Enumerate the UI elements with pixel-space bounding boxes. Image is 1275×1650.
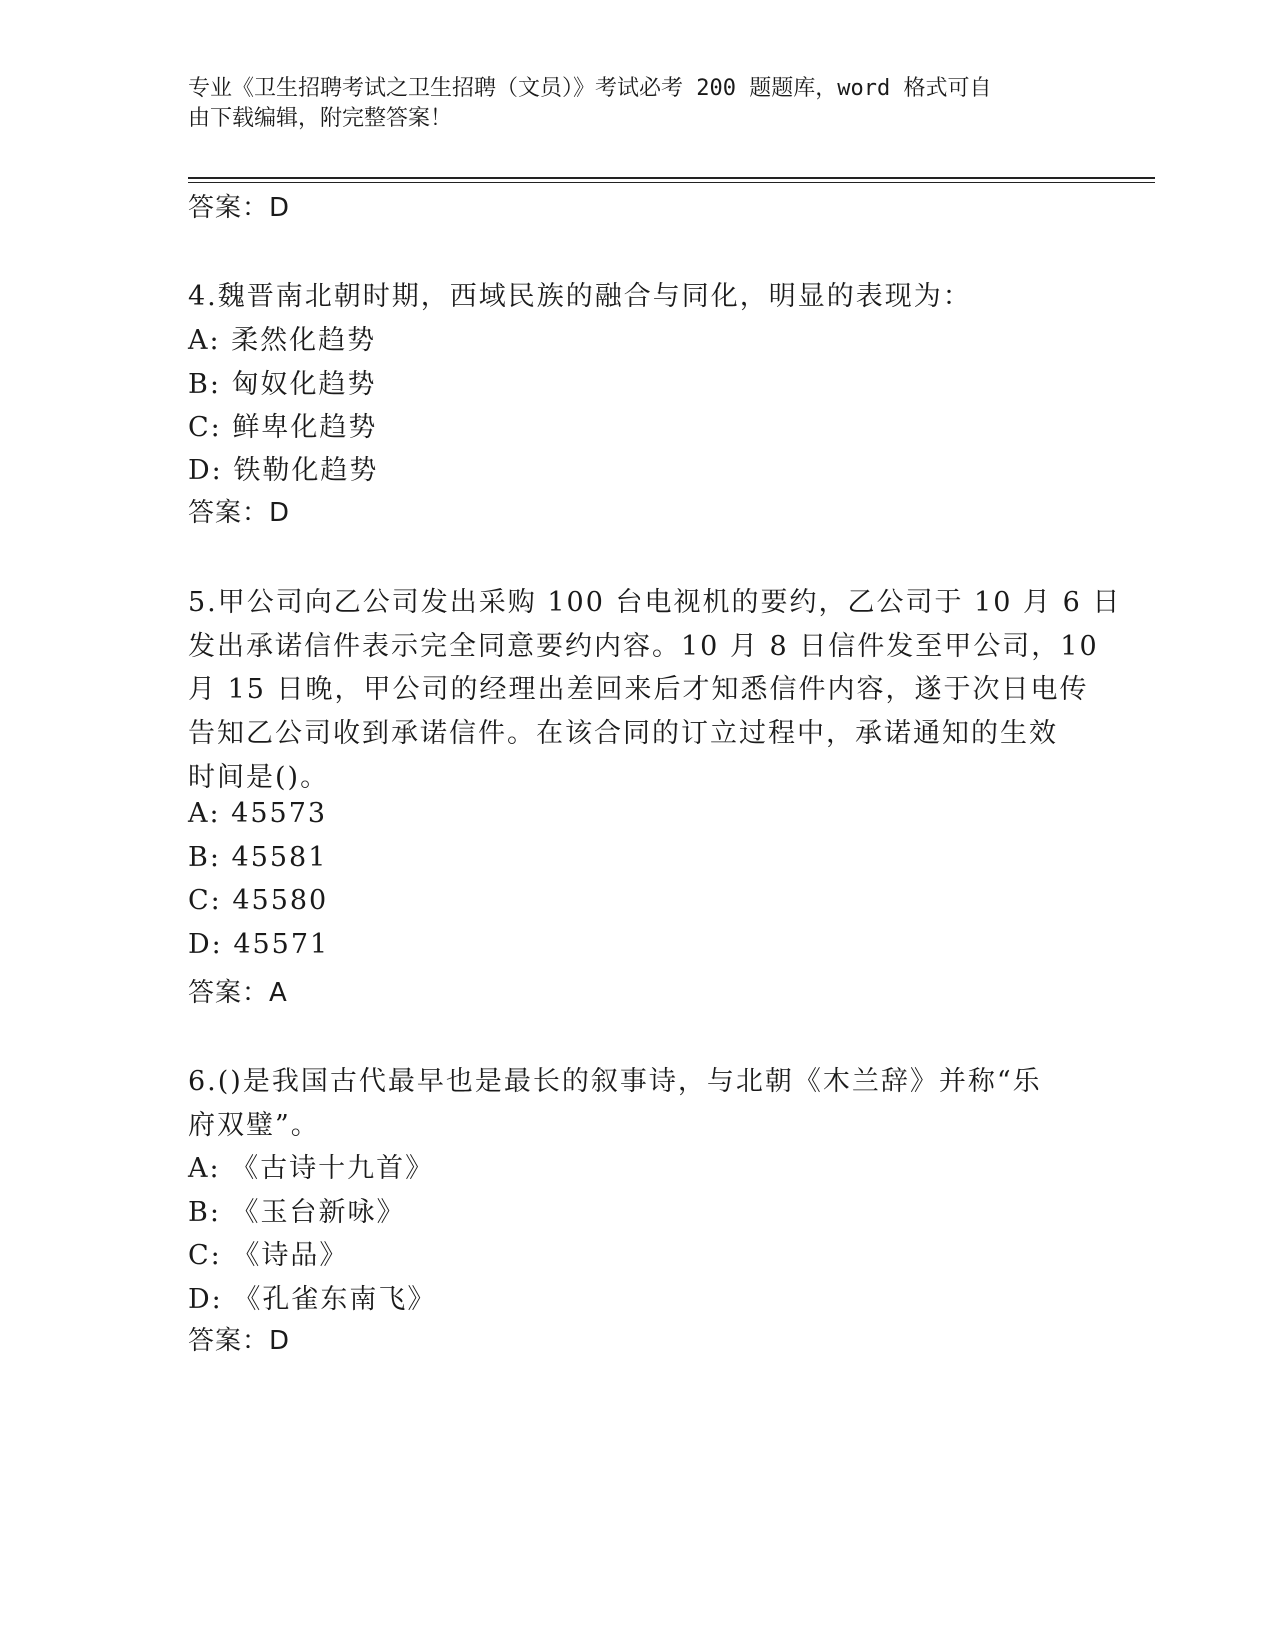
question-6-option-b: B: 《玉台新咏》 [188, 1197, 406, 1228]
question-5-stem-line-4: 告知乙公司收到承诺信件。在该合同的订立过程中，承诺通知的生效 [188, 718, 1058, 749]
question-6-option-d: D: 《孔雀东南飞》 [188, 1284, 437, 1315]
question-5-stem-line-2: 发出承诺信件表示完全同意要约内容。10 月 8 日信件发至甲公司，10 [188, 631, 1099, 662]
question-4-option-c: C: 鲜卑化趋势 [188, 412, 378, 443]
question-4-option-a: A: 柔然化趋势 [188, 325, 377, 356]
question-5-stem-line-1: 5.甲公司向乙公司发出采购 100 台电视机的要约，乙公司于 10 月 6 日 [188, 587, 1122, 618]
question-6-stem-line-1: 6.()是我国古代最早也是最长的叙事诗，与北朝《木兰辞》并称“乐 [188, 1066, 1042, 1097]
question-5-stem-line-5: 时间是()。 [188, 762, 330, 793]
question-6-option-c: C: 《诗品》 [188, 1240, 349, 1271]
header-line-2: 由下载编辑，附完整答案！ [188, 106, 453, 131]
answer-q3: 答案：D [188, 193, 291, 223]
question-4-option-d: D: 铁勒化趋势 [188, 455, 379, 486]
question-5-option-d: D: 45571 [188, 929, 330, 960]
question-5-option-b: B: 45581 [188, 842, 328, 873]
question-4-option-b: B: 匈奴化趋势 [188, 369, 377, 400]
header-rule-thick [188, 177, 1155, 179]
question-4-stem: 4.魏晋南北朝时期，西域民族的融合与同化，明显的表现为： [188, 281, 972, 312]
answer-q6: 答案：D [188, 1326, 291, 1356]
question-5-option-a: A: 45573 [188, 798, 328, 829]
answer-q4: 答案：D [188, 498, 291, 528]
question-5-option-c: C: 45580 [188, 885, 329, 916]
question-6-option-a: A: 《古诗十九首》 [188, 1153, 435, 1184]
page-header [188, 74, 1088, 134]
question-5-stem-line-3: 月 15 日晚，甲公司的经理出差回来后才知悉信件内容，遂于次日电传 [188, 674, 1089, 705]
header-rule-thin [188, 182, 1155, 183]
header-line-1: 专业《卫生招聘考试之卫生招聘（文员）》考试必考 200 题题库，word 格式可自 [188, 76, 992, 101]
answer-q5: 答案：A [188, 978, 288, 1008]
question-6-stem-line-2: 府双璧”。 [188, 1110, 320, 1141]
